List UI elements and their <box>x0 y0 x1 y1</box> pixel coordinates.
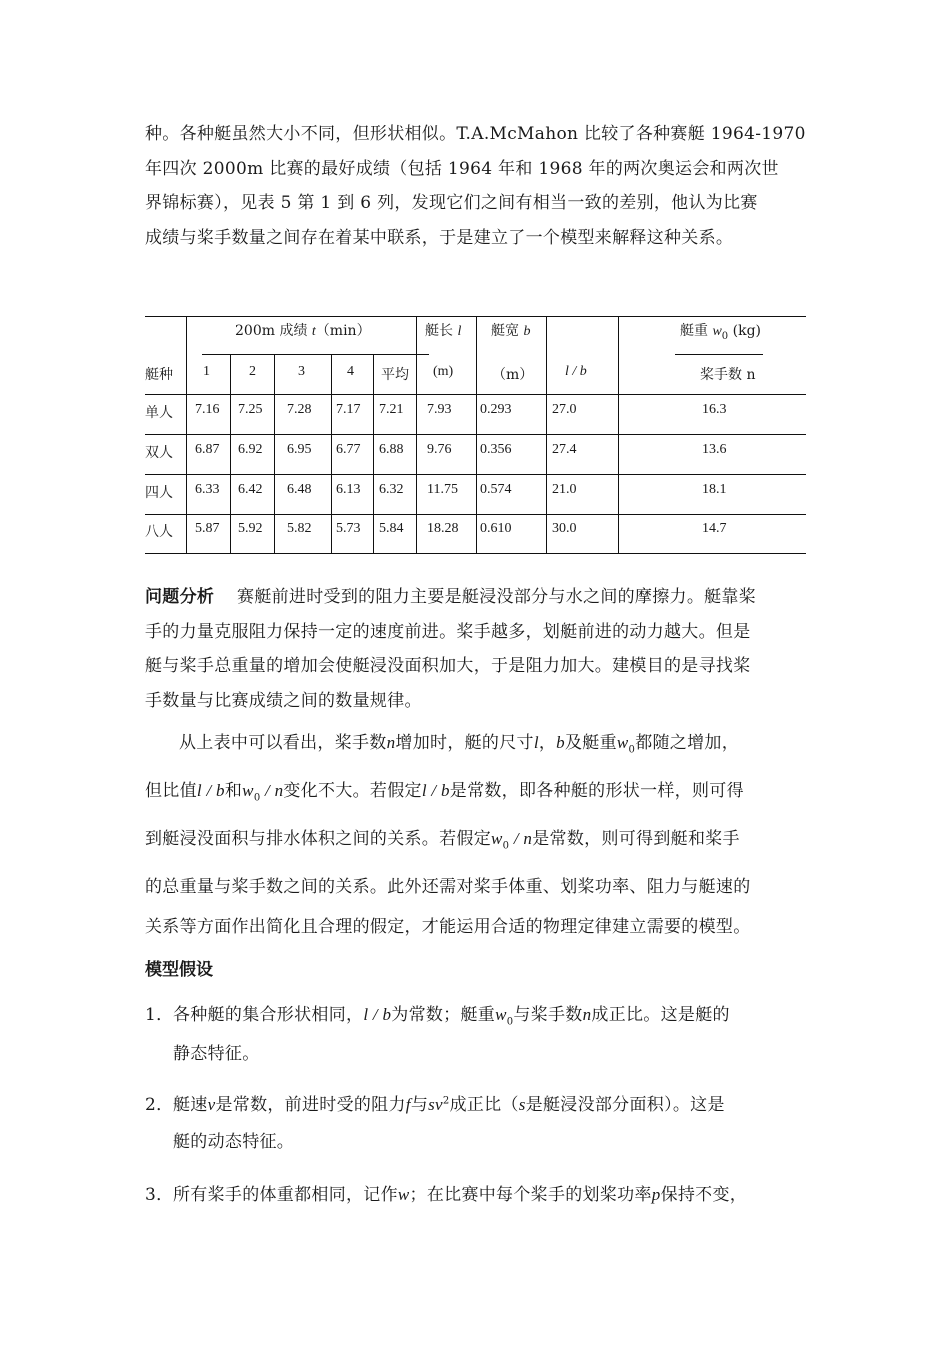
text-span: 成正比。这是艇的 <box>591 1005 730 1025</box>
assumption-item-2 <box>145 1090 810 1152</box>
ratio-cell: 27.0 <box>552 402 577 417</box>
text-span: 是常数，前进时受的阻力 <box>215 1095 406 1115</box>
avg-cell: 5.84 <box>379 521 404 536</box>
text-span: 所有桨手的体重都相同，记作 <box>173 1185 398 1205</box>
col-divider <box>618 316 619 554</box>
text-span: 与 <box>410 1095 429 1115</box>
text-span: 0 <box>253 792 261 804</box>
weight-header <box>680 320 761 342</box>
text-span: n <box>386 733 396 752</box>
width-header <box>491 320 530 340</box>
text-span: (kg) <box>732 323 761 339</box>
assumptions-title: 模型假设 <box>145 960 213 980</box>
text-span: 但比值 <box>145 780 197 801</box>
text-span: 到艇浸没面积与排水体积之间的关系。若假定 <box>145 828 491 849</box>
analysis-line: 手数量与比赛成绩之间的数量规律。 <box>145 690 422 711</box>
text-span: n <box>582 1005 592 1024</box>
t3-cell: 6.95 <box>287 442 312 457</box>
text-span: l / b <box>421 780 450 800</box>
length-header <box>425 320 461 340</box>
ratio-cell: 27.4 <box>552 442 577 457</box>
text-span: 0 <box>502 840 510 852</box>
type-cell: 八人 <box>145 524 173 540</box>
type-cell: 双人 <box>145 445 173 461</box>
t1-cell: 6.87 <box>195 442 220 457</box>
t4-cell: 7.17 <box>336 402 361 417</box>
intro-line: 成绩与桨手数量之间存在着某中联系，于是建立了一个模型来解释这种关系。 <box>145 227 734 248</box>
text-span: 是常数，即各种艇的形状一样，则可得 <box>449 780 744 801</box>
text-span: w <box>495 1005 507 1024</box>
weight-ratio-cell: 13.6 <box>702 442 727 457</box>
t1-cell: 5.87 <box>195 521 220 536</box>
col-divider <box>274 354 275 554</box>
analysis-line: 赛艇前进时受到的阻力主要是艇浸没部分与水之间的摩擦力。艇靠桨 <box>237 587 757 607</box>
text-span: 是艇浸没部分面积）。这是 <box>525 1095 725 1115</box>
t3-cell: 7.28 <box>287 402 312 417</box>
intro-line: 种。各种艇虽然大小不同，但形状相似。T.A.McMahon 比较了各种赛艇 1964-1970 <box>145 124 806 144</box>
col-1-header: 1 <box>203 364 210 379</box>
col-2-header: 2 <box>249 364 256 379</box>
t2-cell: 6.42 <box>238 482 263 497</box>
rowing-data-table <box>145 316 806 554</box>
text-span: w <box>242 780 254 800</box>
text-span: 0 <box>628 744 636 756</box>
text-span: f <box>405 1095 411 1114</box>
weight-ratio-cell: 14.7 <box>702 521 727 536</box>
width-cell: 0.574 <box>480 482 512 497</box>
text-span: 0 <box>721 330 729 342</box>
text-span: l <box>457 324 462 339</box>
text-span: b <box>556 733 565 752</box>
text-span: v <box>207 1095 216 1114</box>
length-cell: 7.93 <box>427 402 452 417</box>
avg-cell: 7.21 <box>379 402 404 417</box>
text-span: 变化不大。若假定 <box>283 780 422 801</box>
col-3-header: 3 <box>298 364 305 379</box>
text-span: 2 <box>442 1095 450 1107</box>
text-span: 和 <box>224 780 243 801</box>
text-span: 与桨手数 <box>513 1005 583 1025</box>
text-span: 是常数，则可得到艇和桨手 <box>532 828 740 849</box>
t3-cell: 6.48 <box>287 482 312 497</box>
col-divider <box>186 316 187 554</box>
text-span: 3． <box>145 1185 174 1205</box>
length-cell: 9.76 <box>427 442 452 457</box>
type-header: 艇种 <box>145 367 173 383</box>
text-span: w <box>712 324 722 339</box>
col-divider <box>373 354 374 554</box>
text-span: 的总重量与桨手数之间的关系。此外还需对桨手体重、划桨功率、阻力与艇速的 <box>145 876 751 897</box>
length-cell: 18.28 <box>427 521 459 536</box>
text-span: 各种艇的集合形状相同， <box>173 1005 364 1025</box>
width-cell: 0.610 <box>480 521 512 536</box>
col-4-header: 4 <box>347 364 354 379</box>
text-span: 艇的动态特征。 <box>173 1132 295 1152</box>
text-span: l / b <box>363 1005 392 1024</box>
t1-cell: 6.33 <box>195 482 220 497</box>
avg-cell: 6.88 <box>379 442 404 457</box>
text-span: s <box>518 1095 526 1114</box>
t4-cell: 5.73 <box>336 521 361 536</box>
text-span: ， <box>538 733 557 753</box>
analysis-title: 问题分析 <box>145 587 215 607</box>
text-span: 为常数；艇重 <box>391 1005 496 1025</box>
text-span: 成正比（ <box>449 1095 519 1115</box>
time-group-header <box>235 320 371 340</box>
ratio-cell: 30.0 <box>552 521 577 536</box>
text-span: w <box>616 733 629 752</box>
text-span: 都随之增加， <box>635 733 740 753</box>
text-span: 增加时，艇的尺寸 <box>395 733 534 753</box>
t3-cell: 5.82 <box>287 521 312 536</box>
avg-cell: 6.32 <box>379 482 404 497</box>
text-span: 静态特征。 <box>173 1044 260 1065</box>
intro-line: 年四次 2000m 比赛的最好成绩（包括 1964 年和 1968 年的两次奥运会和两次世 <box>145 158 779 179</box>
analysis-line: 手的力量克服阻力保持一定的速度前进。桨手越多，划艇前进的动力越大。但是 <box>145 621 751 642</box>
text-span: l / b <box>196 780 225 800</box>
analysis-paragraph <box>145 580 810 718</box>
length-cell: 11.75 <box>427 482 458 497</box>
text-span: w <box>491 828 503 848</box>
text-span: 艇重 <box>680 323 708 339</box>
text-span: 艇速 <box>173 1095 208 1115</box>
text-span: w <box>397 1185 410 1204</box>
width-cell: 0.356 <box>480 442 512 457</box>
text-span: 关系等方面作出简化且合理的假定，才能运用合适的物理定律建立需要的模型。 <box>145 917 751 938</box>
width-cell: 0.293 <box>480 402 512 417</box>
weight-denominator: 桨手数 n <box>700 367 756 383</box>
t4-cell: 6.77 <box>336 442 361 457</box>
text-span: p <box>651 1185 661 1204</box>
text-span: （min） <box>315 323 371 339</box>
intro-paragraph <box>145 117 810 255</box>
weight-ratio-cell: 16.3 <box>702 402 727 417</box>
intro-line: 界锦标赛），见表 5 第 1 到 6 列，发现它们之间有相当一致的差别，他认为比赛 <box>145 193 758 213</box>
width-unit: （m） <box>492 367 534 383</box>
text-span: 保持不变， <box>660 1185 748 1205</box>
fraction-bar <box>675 354 763 355</box>
t2-cell: 5.92 <box>238 521 263 536</box>
text-span: t <box>311 324 316 339</box>
t2-cell: 7.25 <box>238 402 263 417</box>
col-divider <box>416 316 417 554</box>
col-divider <box>546 316 547 554</box>
text-span: 1． <box>145 1005 174 1025</box>
t4-cell: 6.13 <box>336 482 361 497</box>
observation-paragraph <box>145 723 810 948</box>
text-span: 艇长 <box>425 323 453 339</box>
col-divider <box>230 354 231 554</box>
t2-cell: 6.92 <box>238 442 263 457</box>
avg-header: 平均 <box>381 367 409 383</box>
text-span: / n <box>260 780 284 800</box>
col-divider <box>476 316 477 554</box>
col-divider <box>331 354 332 554</box>
t1-cell: 7.16 <box>195 402 220 417</box>
text-span: 及艇重 <box>564 733 617 753</box>
text-span: 艇宽 <box>491 323 519 339</box>
text-span: 0 <box>506 1016 514 1028</box>
weight-ratio-cell: 18.1 <box>702 482 727 497</box>
text-span: 从上表中可以看出，桨手数 <box>179 733 387 753</box>
type-cell: 单人 <box>145 405 173 421</box>
time-group-rule <box>202 354 429 355</box>
text-span: 200m 成绩 <box>235 323 308 339</box>
text-span: l <box>533 733 539 752</box>
assumption-item-3 <box>145 1180 810 1205</box>
text-span: ；在比赛中每个桨手的划桨功率 <box>409 1185 652 1205</box>
text-span: 2． <box>145 1095 174 1115</box>
text-span: / n <box>509 828 533 848</box>
ratio-header: l / b <box>565 364 587 379</box>
ratio-cell: 21.0 <box>552 482 577 497</box>
type-cell: 四人 <box>145 485 173 501</box>
analysis-line: 艇与桨手总重量的增加会使艇浸没面积加大，于是阻力加大。建模目的是寻找桨 <box>145 656 751 676</box>
text-span: b <box>523 324 531 339</box>
text-span: sv <box>428 1095 443 1114</box>
assumption-item-1 <box>145 1000 810 1064</box>
length-unit: (m) <box>433 364 454 379</box>
